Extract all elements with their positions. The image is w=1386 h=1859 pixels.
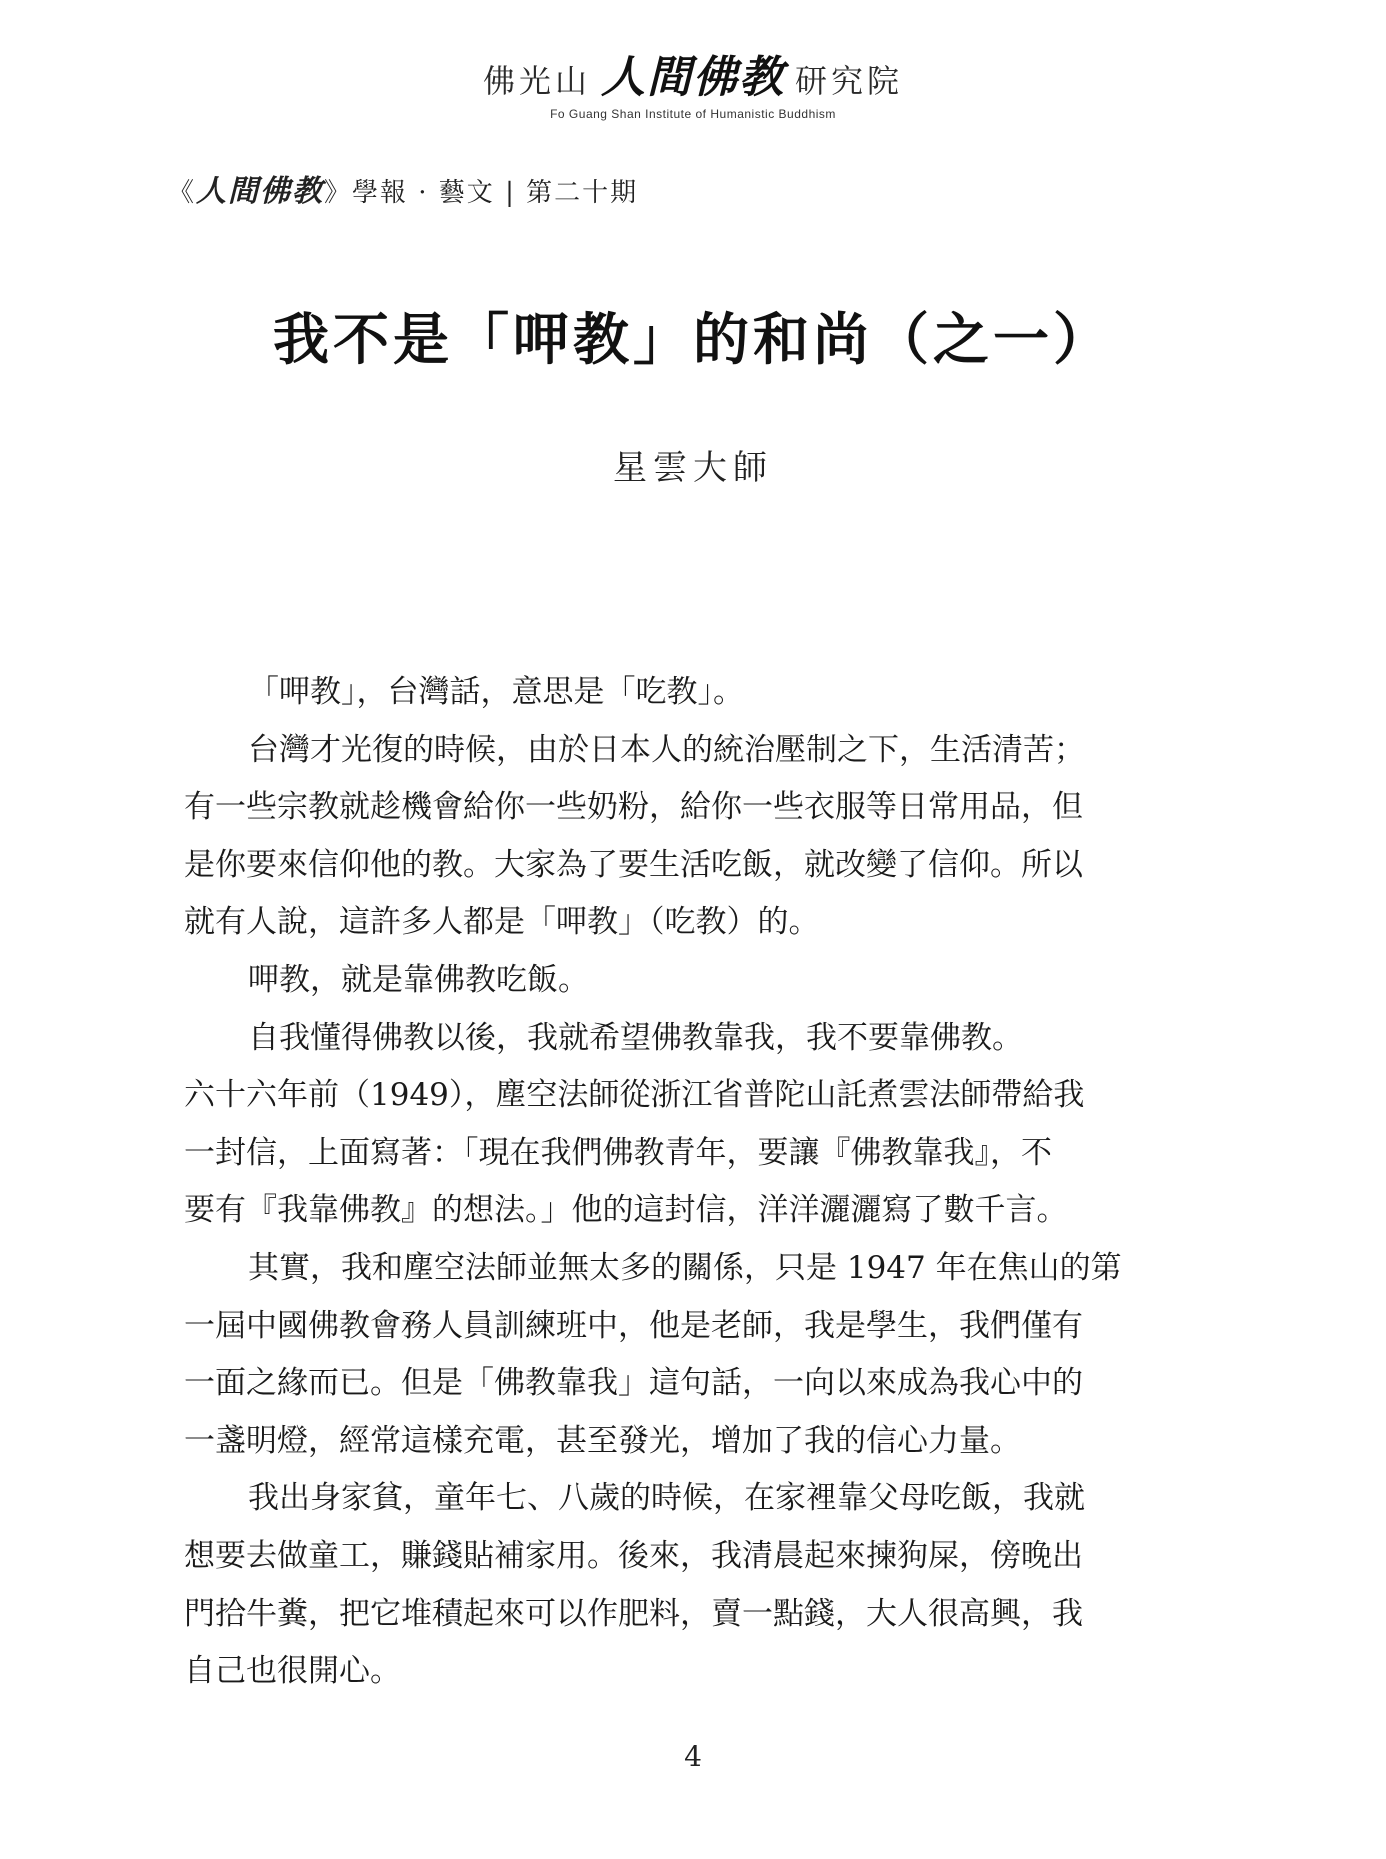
- body-line: 其實，我和塵空法師並無太多的關係，只是 1947 年在焦山的第: [248, 1249, 1122, 1286]
- body-line: 六十六年前（1949），塵空法師從浙江省普陀山託煮雲法師帶給我: [184, 1077, 1085, 1114]
- body-line: 一面之緣而已。但是「佛教靠我」這句話，一向以來成為我心中的: [184, 1365, 1083, 1402]
- body-line: 呷教，就是靠佛教吃飯。: [248, 961, 589, 998]
- journal-open-bracket: 《: [168, 178, 197, 208]
- page-number: 4: [684, 1740, 702, 1773]
- institute-english-name: Fo Guang Shan Institute of Humanistic Buddhism: [550, 107, 836, 121]
- institute-name-suffix: 研究院: [795, 62, 904, 100]
- body-line: 一盞明燈，經常這樣充電，甚至發光，增加了我的信心力量。: [184, 1422, 1021, 1459]
- institute-header: [0, 52, 1386, 121]
- article-body: [184, 664, 1186, 1701]
- body-line: 就有人說，這許多人都是「呷教」（吃教）的。: [184, 904, 820, 941]
- body-line: 一封信，上面寫著：「現在我們佛教青年，要讓『佛教靠我』，不: [184, 1134, 1052, 1171]
- body-line: 「呷教」，台灣話，意思是「吃教」。: [248, 674, 744, 710]
- institute-name-prefix: 佛光山: [482, 62, 591, 100]
- body-line: 門拾牛糞，把它堆積起來可以作肥料，賣一點錢，大人很高興，我: [184, 1595, 1083, 1632]
- body-line: 自我懂得佛教以後，我就希望佛教靠我，我不要靠佛教。: [248, 1019, 1023, 1056]
- body-line: 自己也很開心。: [184, 1653, 401, 1690]
- institute-name: [0, 52, 1386, 103]
- body-line: 要有『我靠佛教』的想法。」他的這封信，洋洋灑灑寫了數千言。: [184, 1192, 1068, 1229]
- institute-brand-logotype: 人間佛教: [601, 52, 785, 103]
- journal-brand-logotype: 人間佛教: [196, 174, 325, 209]
- body-line: 有一些宗教就趁機會給你一些奶粉，給你一些衣服等日常用品，但: [184, 789, 1083, 826]
- body-line: 我出身家貧，童年七、八歲的時候，在家裡靠父母吃飯，我就: [248, 1480, 1085, 1517]
- body-line: 是你要來信仰他的教。大家為了要生活吃飯，就改變了信仰。所以: [184, 846, 1083, 883]
- body-line: 想要去做童工，賺錢貼補家用。後來，我清晨起來揀狗屎，傍晚出: [184, 1537, 1083, 1574]
- body-line: 台灣才光復的時候，由於日本人的統治壓制之下，生活清苦；: [248, 731, 1085, 768]
- body-line: 一屆中國佛教會務人員訓練班中，他是老師，我是學生，我們僅有: [184, 1307, 1083, 1344]
- article-title: 我不是「呷教」的和尚（之一）: [273, 307, 1113, 373]
- article-author: 星雲大師: [613, 448, 773, 488]
- journal-issue-text: 》學報 · 藝文 | 第二十期: [324, 178, 639, 208]
- journal-running-head: [168, 166, 638, 210]
